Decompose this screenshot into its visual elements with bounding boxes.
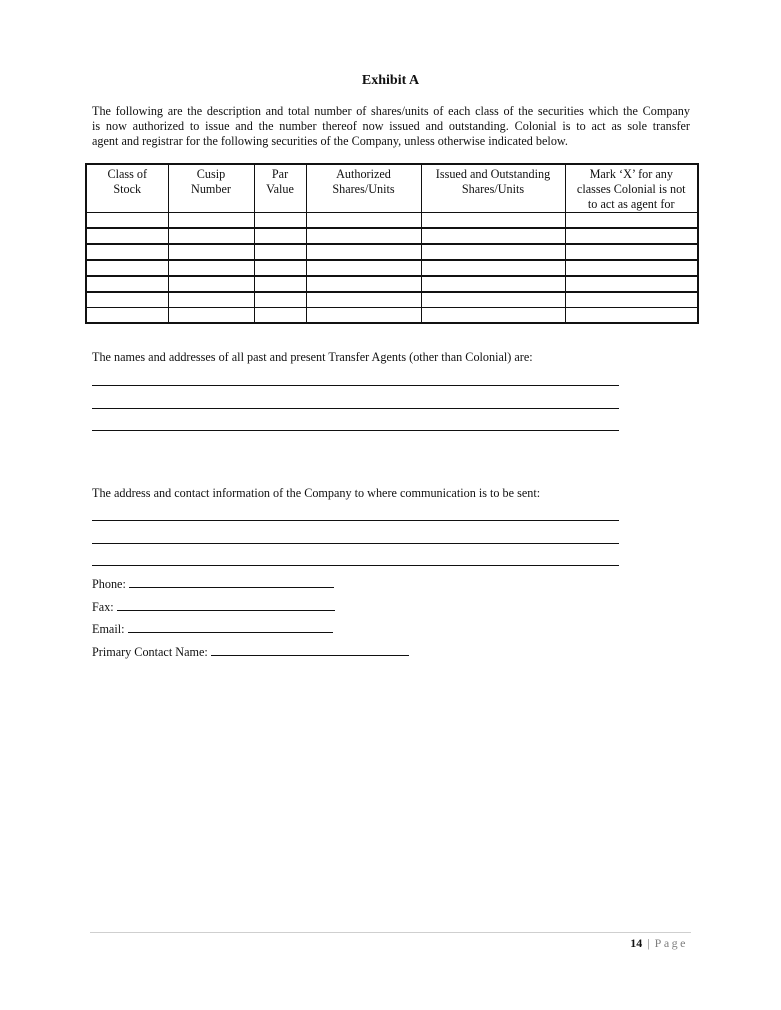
- table-cell[interactable]: [421, 260, 565, 276]
- table-cell[interactable]: [421, 244, 565, 260]
- table-cell[interactable]: [306, 260, 421, 276]
- table-row: [86, 260, 698, 276]
- company-address-line[interactable]: [92, 565, 619, 566]
- securities-table: [85, 163, 699, 324]
- phone-label: Phone:: [92, 577, 126, 591]
- header-class-of-stock: [86, 164, 168, 213]
- table-cell[interactable]: [565, 228, 698, 244]
- table-cell[interactable]: [306, 244, 421, 260]
- header-line: Class of: [107, 167, 148, 181]
- table-cell[interactable]: [86, 276, 168, 292]
- header-line: Par: [271, 167, 289, 181]
- primary-contact-field: [92, 643, 409, 660]
- company-contact-label: The address and contact information of the Company to where communication is to be sent:: [92, 486, 541, 500]
- company-address-line[interactable]: [92, 543, 619, 544]
- table-cell[interactable]: [254, 292, 306, 308]
- company-address-line[interactable]: [92, 520, 619, 521]
- header-line: Mark ‘X’ for any: [589, 167, 673, 181]
- table-cell[interactable]: [86, 213, 168, 229]
- page-number: [560, 936, 688, 951]
- table-cell[interactable]: [565, 260, 698, 276]
- table-cell[interactable]: [565, 308, 698, 324]
- primary-contact-label: Primary Contact Name:: [92, 645, 208, 659]
- table-cell[interactable]: [168, 308, 254, 324]
- header-mark-x: [565, 164, 698, 213]
- transfer-agents-line[interactable]: [92, 430, 619, 431]
- header-line: Shares/Units: [332, 182, 395, 196]
- email-field: [92, 620, 333, 637]
- table-cell[interactable]: [565, 292, 698, 308]
- table-row: [86, 213, 698, 229]
- table-cell[interactable]: [421, 276, 565, 292]
- table-row: [86, 308, 698, 324]
- header-issued-outstanding: [421, 164, 565, 213]
- email-blank[interactable]: [128, 620, 333, 633]
- page-word: Page: [654, 936, 688, 950]
- table-cell[interactable]: [86, 292, 168, 308]
- header-line: Authorized: [336, 167, 391, 181]
- primary-contact-blank[interactable]: [211, 643, 409, 656]
- table-cell[interactable]: [168, 260, 254, 276]
- table-cell[interactable]: [565, 244, 698, 260]
- table-cell[interactable]: [306, 228, 421, 244]
- page-number-value: 14: [630, 936, 643, 950]
- phone-field: [92, 575, 334, 592]
- fax-field: [92, 598, 335, 615]
- email-label: Email:: [92, 622, 125, 636]
- transfer-agents-label: The names and addresses of all past and present Transfer Agents (other than Colonial) are:: [92, 350, 533, 364]
- table-cell[interactable]: [168, 244, 254, 260]
- table-header-row: [86, 164, 698, 213]
- transfer-agents-line[interactable]: [92, 408, 619, 409]
- table-cell[interactable]: [86, 308, 168, 324]
- page-separator: |: [647, 936, 650, 950]
- exhibit-title: Exhibit A: [361, 73, 420, 88]
- fax-label: Fax:: [92, 600, 114, 614]
- table-cell[interactable]: [565, 276, 698, 292]
- header-line: Issued and Outstanding: [435, 167, 551, 181]
- header-line: Number: [191, 182, 231, 196]
- table-cell[interactable]: [421, 292, 565, 308]
- table-cell[interactable]: [421, 228, 565, 244]
- intro-paragraph: [92, 104, 690, 149]
- header-line: Shares/Units: [461, 182, 525, 196]
- table-row: [86, 276, 698, 292]
- table-cell[interactable]: [421, 308, 565, 324]
- phone-blank[interactable]: [129, 575, 334, 588]
- table-cell[interactable]: [168, 213, 254, 229]
- header-cusip-number: [168, 164, 254, 213]
- header-line: Cusip: [196, 167, 226, 181]
- intro-line: is now authorized to issue and the number thereof now issued and outstanding. Colonial is to act as sole transfer: [92, 119, 690, 133]
- table-cell[interactable]: [306, 292, 421, 308]
- table-row: [86, 228, 698, 244]
- table-cell[interactable]: [86, 244, 168, 260]
- intro-line: agent and registrar for the following securities of the Company, unless otherwise indicated below.: [92, 134, 568, 148]
- table-cell[interactable]: [86, 228, 168, 244]
- table-row: [86, 244, 698, 260]
- table-cell[interactable]: [254, 260, 306, 276]
- header-line: to act as agent for: [587, 197, 675, 211]
- table-cell[interactable]: [86, 260, 168, 276]
- header-line: Value: [266, 182, 294, 196]
- transfer-agents-line[interactable]: [92, 385, 619, 386]
- intro-line: The following are the description and total number of shares/units of each class of the securities which the Company: [92, 104, 690, 118]
- table-cell[interactable]: [254, 244, 306, 260]
- table-cell[interactable]: [168, 292, 254, 308]
- table-cell[interactable]: [306, 276, 421, 292]
- table-row: [86, 292, 698, 308]
- header-authorized-shares: [306, 164, 421, 213]
- table-cell[interactable]: [254, 276, 306, 292]
- footer-divider: [90, 932, 691, 933]
- table-cell[interactable]: [254, 308, 306, 324]
- header-line: Stock: [113, 182, 142, 196]
- table-cell[interactable]: [306, 308, 421, 324]
- fax-blank[interactable]: [117, 598, 335, 611]
- table-cell[interactable]: [168, 228, 254, 244]
- table-cell[interactable]: [421, 213, 565, 229]
- table-cell[interactable]: [168, 276, 254, 292]
- table-cell[interactable]: [254, 213, 306, 229]
- table-cell[interactable]: [254, 228, 306, 244]
- header-par-value: [254, 164, 306, 213]
- table-cell[interactable]: [565, 213, 698, 229]
- header-line: classes Colonial is not: [576, 182, 686, 196]
- table-cell[interactable]: [306, 213, 421, 229]
